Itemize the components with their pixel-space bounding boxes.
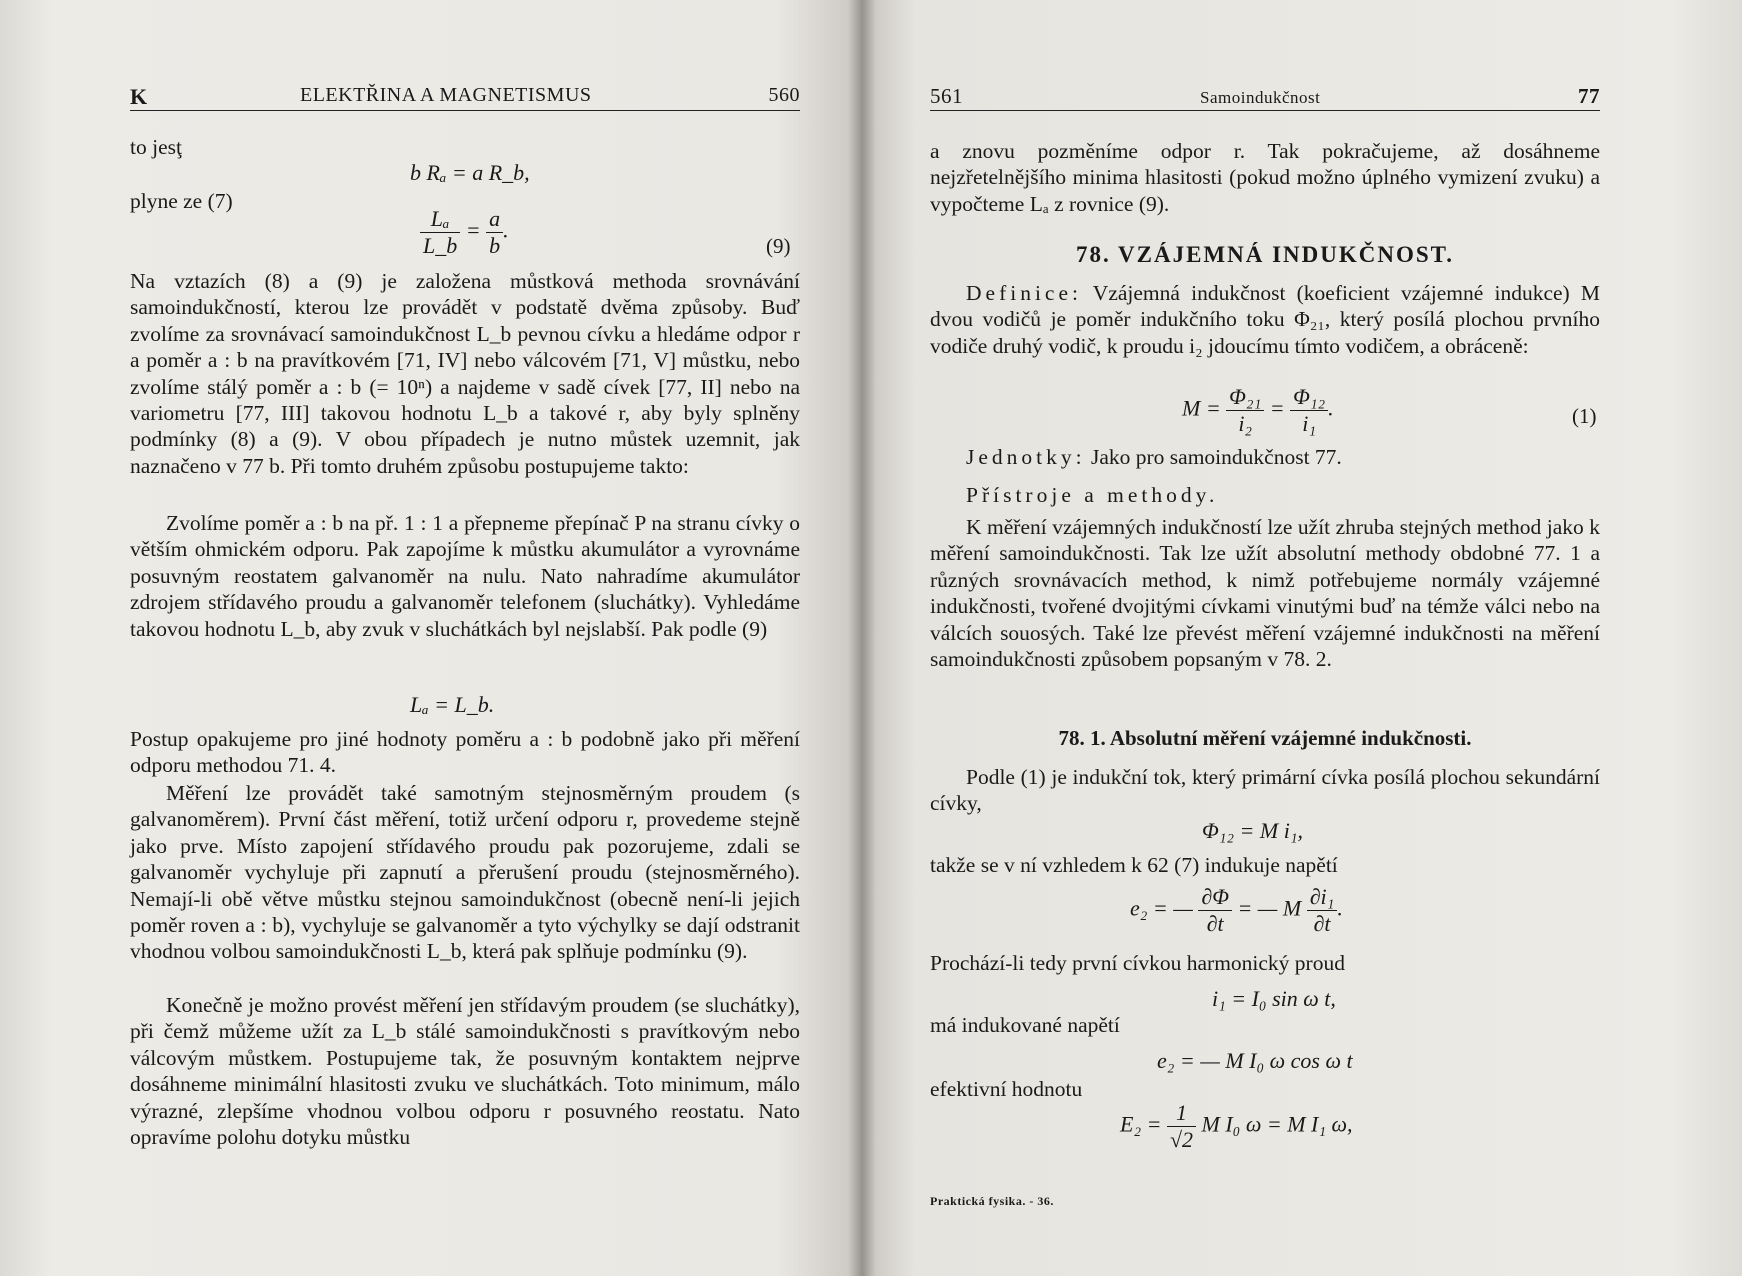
eq1-num1: Φ₂₁ bbox=[1226, 384, 1264, 411]
book-title: ELEKTŘINA A MAGNETISMUS bbox=[300, 84, 592, 106]
equation-E2 bbox=[1120, 1100, 1353, 1153]
line-efekt: efektivní hodnotu bbox=[930, 1077, 1083, 1101]
eq-E2-num: 1 bbox=[1167, 1100, 1196, 1127]
eq-E2-rhs: M I₀ ω = M I₁ ω, bbox=[1201, 1111, 1353, 1137]
line-ma: má indukované napětí bbox=[930, 1013, 1120, 1037]
line-takze: takže se v ní vzhledem k 62 (7) indukuje napětí bbox=[930, 853, 1338, 877]
definition bbox=[930, 280, 1600, 359]
left-para-2-text: Zvolíme poměr a : b na př. 1 : 1 a přepneme přepínač P na stranu cívky o větším ohmickém odporu. Pak zapojíme k můstku akumulátor a vyrovnáme posuvným reostatem galvanoměr na nulu. Nato nahradíme akumulátor zdrojem střídavého proudu a galvanoměr telefonem (sluchátky). Vyhledáme takovou hodnotu L_b, aby zvuk v sluchátkách byl nejslabší. Pak podle (9) bbox=[130, 511, 800, 641]
left-para-5 bbox=[130, 992, 800, 1150]
instruments-line bbox=[930, 482, 1600, 508]
equation-La: Lₐ = L_b. bbox=[410, 692, 495, 717]
page-number-left: 560 bbox=[768, 84, 800, 106]
eq9-den-right: b bbox=[489, 233, 501, 258]
eq-e2-num1: ∂Φ bbox=[1198, 884, 1232, 911]
units-label: Jednotky: bbox=[966, 445, 1086, 469]
eq-e2-mid: = — M bbox=[1237, 895, 1302, 921]
right-page bbox=[862, 0, 1742, 1276]
equation-bR: b Rₐ = a R_b, bbox=[410, 160, 530, 185]
left-para-3 bbox=[130, 726, 800, 779]
page-number-right-left: 561 bbox=[930, 84, 963, 108]
instruments-label: Přístroje a methody. bbox=[966, 483, 1219, 507]
section-number: 77 bbox=[1578, 84, 1600, 108]
eq-e2-den1: ∂t bbox=[1206, 911, 1224, 936]
right-para-2 bbox=[930, 514, 1600, 672]
subsection-title: 78. 1. Absolutní měření vzájemné indukčnosti. bbox=[1058, 726, 1472, 750]
section-mark: K bbox=[130, 84, 148, 109]
left-running-head bbox=[130, 84, 800, 111]
left-para-4 bbox=[130, 780, 800, 965]
equation-9: $\frac{\text{Lₐ}}{L\_b}$ = $\frac{a}{b}$ . bbox=[420, 206, 509, 259]
line-to-jest: to jesţ bbox=[130, 135, 182, 159]
chapter-title: Samoindukčnost bbox=[1200, 88, 1321, 107]
equation-e2-cos: e₂ = — M I₀ ω cos ω t bbox=[1157, 1048, 1353, 1073]
eq9-den-left: L_b bbox=[423, 233, 458, 258]
eq1-den2: i₁ bbox=[1302, 411, 1316, 436]
right-para-1-text: a znovu pozměníme odpor r. Tak pokračujeme, až dosáhneme nejzřetelnějšího minima hlasitosti (pokud možno úplného vymizení zvuku) a vypočteme Lₐ z rovnice (9). bbox=[930, 139, 1600, 216]
left-para-5-text: Konečně je možno provést měření jen střídavým proudem (se sluchátky), při čemž můžeme užít za L_b stálé samoindukčnosti s pravítkovým nebo válcovým můstkem. Postupujeme tak, že posuvným kontaktem nejprve dosáhneme minimální hlasitosti zvuku ve sluchátkách. Toto minimum, málo výrazné, zlepšíme vhodnou volbou odporu r posuvného reostatu. Nato opravíme polohu dotyku můstku bbox=[130, 993, 800, 1150]
equation-9-label: (9) bbox=[766, 234, 791, 258]
definition-text: Vzájemná indukčnost (koeficient vzájemné indukce) M dvou vodičů je poměr indukčního toku Φ₂₁, který posílá plochou prvního vodiče druhý vodič, k proudu i₂ jdoucímu tímto vodičem, a obráceně: bbox=[930, 281, 1600, 358]
definition-label: Definice: bbox=[966, 281, 1082, 305]
eq1-den1: i₂ bbox=[1238, 411, 1253, 436]
right-para-3-text: Podle (1) je indukční tok, který primární cívka posílá plochou sekundární cívky, bbox=[930, 765, 1600, 816]
units-text: Jako pro samoindukčnost 77. bbox=[1090, 445, 1342, 469]
eq1-num2: Φ₁₂ bbox=[1290, 384, 1328, 411]
eq-e2-num2: ∂i₁ bbox=[1307, 884, 1338, 911]
eq-e2-lhs: e₂ = — bbox=[1130, 895, 1193, 921]
book-gutter bbox=[848, 0, 876, 1276]
right-para-3 bbox=[930, 764, 1600, 817]
line-plyne: plyne ze (7) bbox=[130, 189, 233, 213]
eq-E2-lhs: E₂ = bbox=[1120, 1111, 1162, 1137]
eq-e2-den2: ∂t bbox=[1313, 911, 1331, 936]
left-para-2 bbox=[130, 510, 800, 642]
section-title: 78. VZÁJEMNÁ INDUKČNOST. bbox=[1075, 242, 1455, 267]
equation-1-label: (1) bbox=[1572, 404, 1597, 428]
right-running-head bbox=[930, 84, 1600, 111]
eq9-num-left: Lₐ bbox=[420, 206, 460, 233]
equation-i1: i₁ = I₀ sin ω t, bbox=[1212, 986, 1336, 1011]
right-para-1 bbox=[930, 138, 1600, 217]
line-prochazi: Prochází-li tedy první cívkou harmonický proud bbox=[930, 951, 1345, 975]
right-para-2-text: K měření vzájemných indukčností lze užít zhruba stejných method jako k měření samoindukčnosti. Tak lze užít absolutní methody obdobné 77. 1 a různých srovnávacích method, k nimž potřebujeme normály vzájemné indukčnosti, tvořené dvojitými cívkami vinutými buď na témže válci nebo na válcích souosých. Také lze převést měření vzájemné indukčnosti na měření samoindukčnosti způsobem popsaným v 78. 2. bbox=[930, 515, 1600, 672]
units-line bbox=[930, 444, 1600, 470]
equation-phi: Φ₁₂ = M i₁, bbox=[1202, 818, 1303, 843]
eq1-mid: = bbox=[1269, 395, 1285, 421]
equation-1: M = $\frac{\text{Φ₂₁}}{\text{i₂}}$ = $\frac{\text{Φ₁₂}}{\text{i₁}}$ . bbox=[1182, 384, 1334, 436]
left-para-4-text: Měření lze provádět také samotným stejnosměrným proudem (s galvanoměrem). První část měření, totiž určení odporu r, provedeme stejně jako prve. Místo zapojení střídavého proudu pak pozorujeme, zdali se galvanoměr vychyluje při zapnutí a přerušení proudu (stejnosměrného). Nemají-li obě větve můstku stejnou samoindukčnost (obecně není-li jejich poměr roven a : b), vychyluje se galvanoměr a tyto výchylky se dají odstranit vhodnou volbou samoindukčnosti L_b, která pak splňuje podmínku (9). bbox=[130, 781, 800, 964]
eq1-lhs: M = bbox=[1182, 395, 1221, 421]
left-page bbox=[0, 0, 862, 1276]
equation-e2: e₂ = — $\frac{\partial\Phi}{\partial t}$ = — M $\frac{\text{∂i₁}}{\partial t}$ . bbox=[1130, 884, 1343, 936]
eq9-num-right: a bbox=[486, 206, 503, 233]
page-footer: Praktická fysika. - 36. bbox=[930, 1194, 1054, 1208]
eq-E2-den: √2 bbox=[1169, 1127, 1194, 1152]
left-para-3-text: Postup opakujeme pro jiné hodnoty poměru a : b podobně jako při měření odporu methodou 71. 4. bbox=[130, 727, 800, 778]
left-para-1 bbox=[130, 268, 800, 479]
left-para-1-text: Na vztazích (8) a (9) je založena můstková methoda srovnávání samoindukčností, kterou lze provádět v podstatě dvěma způsoby. Buď zvolíme za srovnávací samoindukčnost L_b pevnou cívku a hledáme odpor r a poměr a : b na pravítkovém [71, IV] nebo válcovém [71, V] můstku, nebo zvolíme stálý poměr a : b (= 10ⁿ) a najdeme v sadě cívek [77, II] nebo na variometru [77, III] takovou hodnotu L_b a takové r, aby byly splněny podmínky (8) a (9). V obou případech je nutno můstek uzemnit, jak naznačeno v 77 b. Při tomto druhém způsobu postupujeme takto: bbox=[130, 269, 800, 478]
